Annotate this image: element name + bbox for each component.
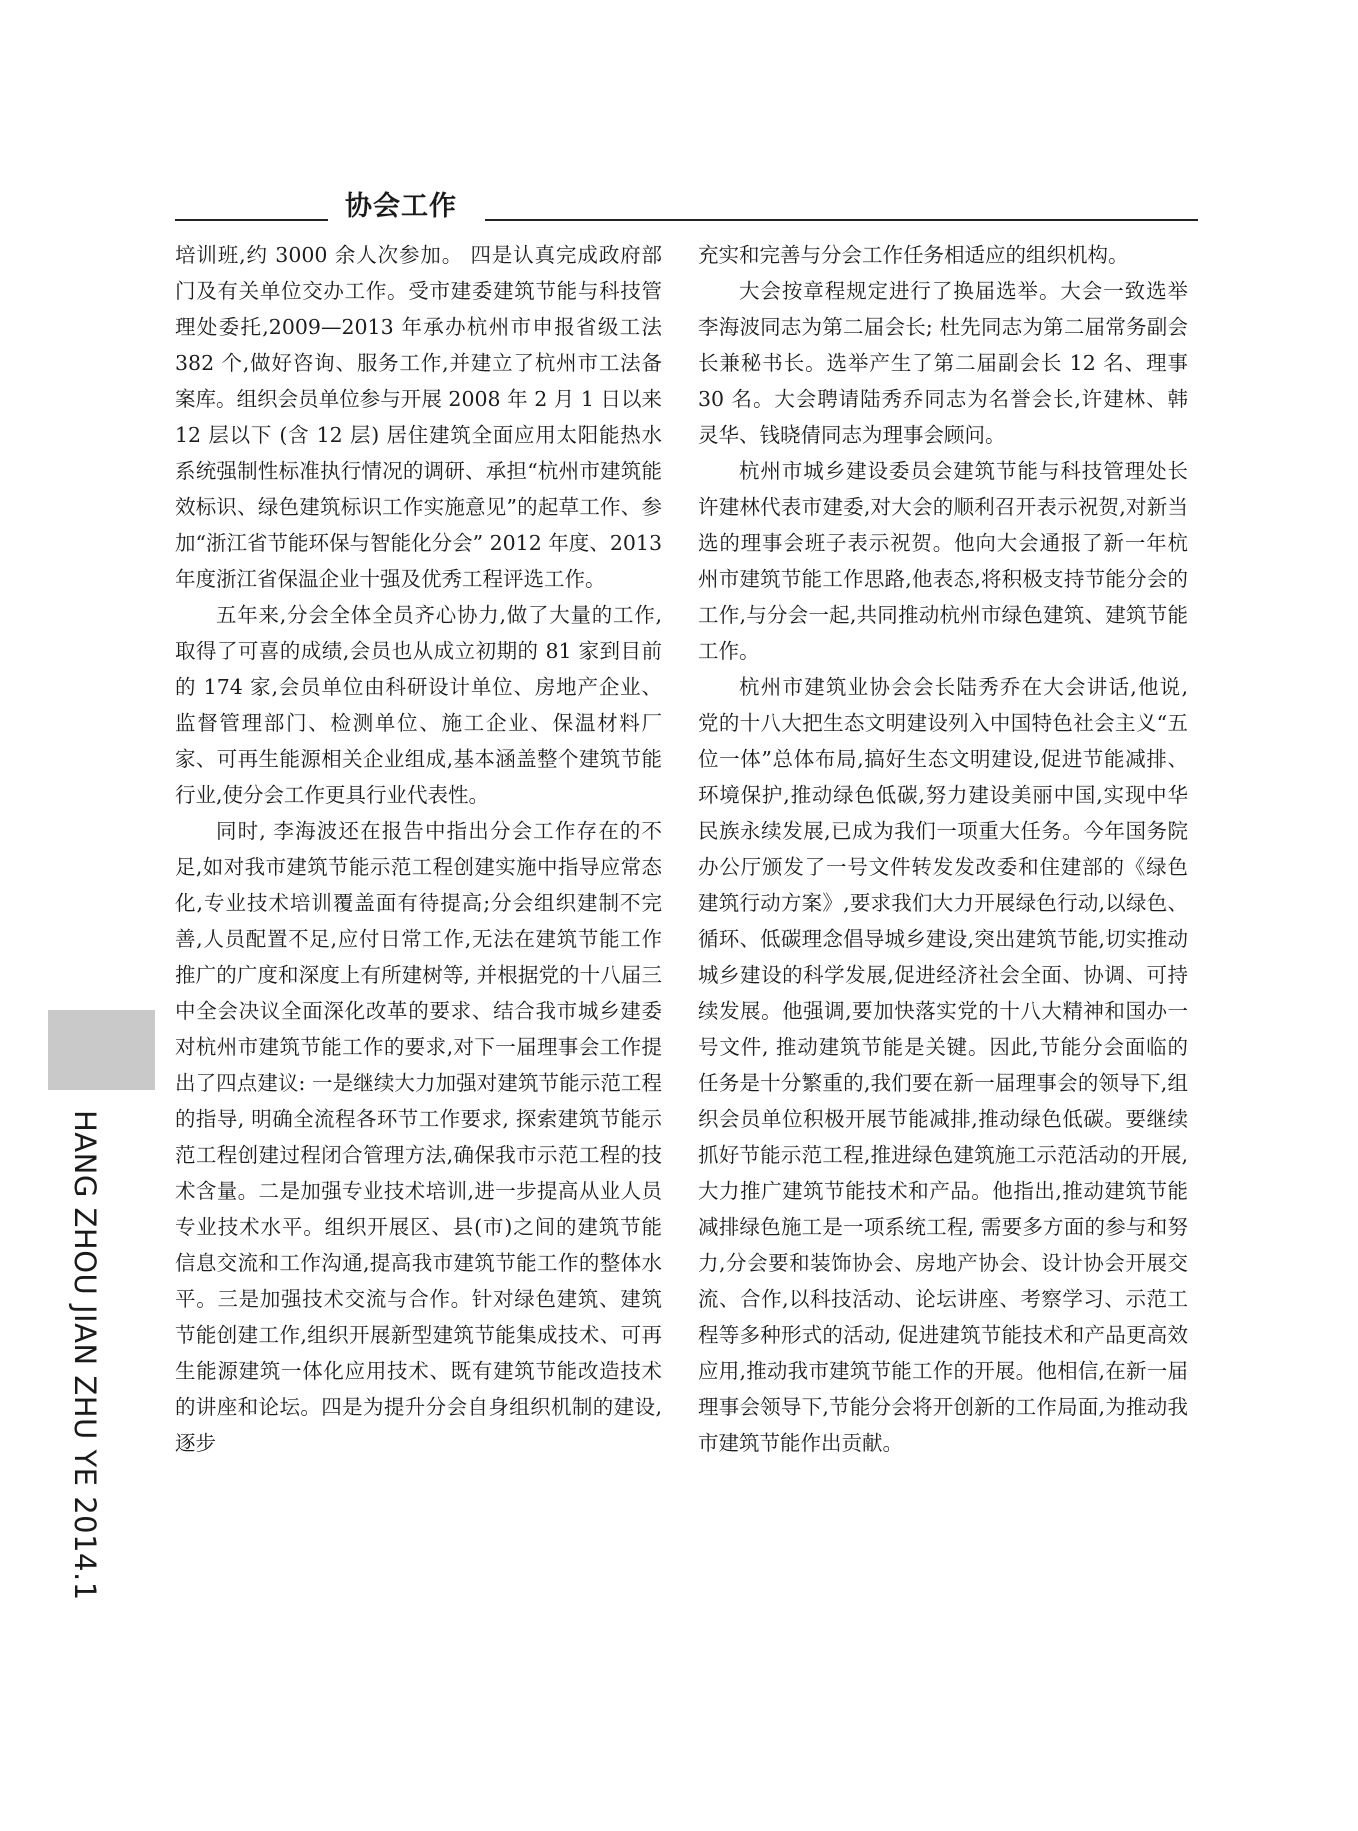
header-rule-right <box>485 219 1198 221</box>
running-title: HANG ZHOU JIAN ZHU YE 2014.1 <box>68 1110 102 1601</box>
paragraph: 五年来,分会全体全员齐心协力,做了大量的工作,取得了可喜的成绩,会员也从成立初期的 81 家到目前的 174 家,会员单位由科研设计单位、房地产企业、监督管理部门、检测单位、施工企业、保温材料厂家、可再生能源相关企业组成,基本涵盖整个建筑节能行业,使分会工作更具行业代表性。 <box>175 603 662 807</box>
paragraph: 杭州市城乡建设委员会建筑节能与科技管理处长许建林代表市建委,对大会的顺利召开表示祝贺,对新当选的理事会班子表示祝贺。他向大会通报了新一年杭州市建筑节能工作思路,他表态,将积极支持节能分会的工作,与分会一起,共同推动杭州市绿色建筑、建筑节能工作。 <box>698 459 1188 663</box>
paragraph: 同时, 李海波还在报告中指出分会工作存在的不足,如对我市建筑节能示范工程创建实施中指导应常态化,专业技术培训覆盖面有待提高;分会组织建制不完善,人员配置不足,应付日常工作,无法在建筑节能工作推广的广度和深度上有所建树等, 并根据党的十八届三中全会决议全面深化改革的要求、结合我市城乡建委对杭州市建筑节能工作的要求,对下一届理事会工作提出了四点建议: 一是继续大力加强对建筑节能示范工程的指导, 明确全流程各环节工作要求, 探索建筑节能示范工程创建过程闭合管理方法,确保我市示范工程的技术含量。二是加强专业技术培训,进一步提高从业人员专业技术水平。组织开展区、县(市)之间的建筑节能信息交流和工作沟通,提高我市建筑节能工作的整体水平。三是加强技术交流与合作。针对绿色建筑、建筑节能创建工作,组织开展新型建筑节能集成技术、可再生能源建筑一体化应用技术、既有建筑节能改造技术的讲座和论坛。四是为提升分会自身组织机制的建设, 逐步 <box>175 819 662 1455</box>
left-column <box>175 237 662 1461</box>
section-title: 协会工作 <box>345 191 457 222</box>
side-tab-block <box>48 1010 155 1090</box>
header-rule-left <box>175 219 328 221</box>
paragraph: 充实和完善与分会工作任务相适应的组织机构。 <box>698 243 1129 267</box>
right-column <box>698 237 1188 1461</box>
paragraph: 大会按章程规定进行了换届选举。大会一致选举李海波同志为第二届会长; 杜先同志为第二届常务副会长兼秘书长。选举产生了第二届副会长 12 名、理事 30 名。大会聘请陆秀乔同志为名誉会长,许建林、韩灵华、钱晓倩同志为理事会顾问。 <box>698 279 1188 447</box>
paragraph: 杭州市建筑业协会会长陆秀乔在大会讲话,他说, 党的十八大把生态文明建设列入中国特色社会主义“五位一体”总体布局,搞好生态文明建设,促进节能减排、环境保护,推动绿色低碳,努力建设美丽中国,实现中华民族永续发展,已成为我们一项重大任务。今年国务院办公厅颁发了一号文件转发发改委和住建部的《绿色建筑行动方案》,要求我们大力开展绿色行动,以绿色、循环、低碳理念倡导城乡建设,突出建筑节能,切实推动城乡建设的科学发展,促进经济社会全面、协调、可持续发展。他强调,要加快落实党的十八大精神和国办一号文件, 推动建筑节能是关键。因此,节能分会面临的任务是十分繁重的,我们要在新一届理事会的领导下,组织会员单位积极开展节能减排,推动绿色低碳。要继续抓好节能示范工程,推进绿色建筑施工示范活动的开展,大力推广建筑节能技术和产品。他指出,推动建筑节能减排绿色施工是一项系统工程, 需要多方面的参与和努力,分会要和装饰协会、房地产协会、设计协会开展交流、合作,以科技活动、论坛讲座、考察学习、示范工程等多种形式的活动, 促进建筑节能技术和产品更高效应用,推动我市建筑节能工作的开展。他相信,在新一届理事会领导下,节能分会将开创新的工作局面,为推动我市建筑节能作出贡献。 <box>698 675 1188 1455</box>
paragraph: 培训班,约 3000 余人次参加。 四是认真完成政府部门及有关单位交办工作。受市建委建筑节能与科技管理处委托,2009—2013 年承办杭州市申报省级工法 382 个,做好咨询、服务工作,并建立了杭州市工法备案库。组织会员单位参与开展 2008 年 2 月 1 日以来 12 层以下 (含 12 层) 居住建筑全面应用太阳能热水系统强制性标准执行情况的调研、承担“杭州市建筑能效标识、绿色建筑标识工作实施意见”的起草工作、参加“浙江省节能环保与智能化分会” 2012 年度、2013 年度浙江省保温企业十强及优秀工程评选工作。 <box>175 243 662 591</box>
